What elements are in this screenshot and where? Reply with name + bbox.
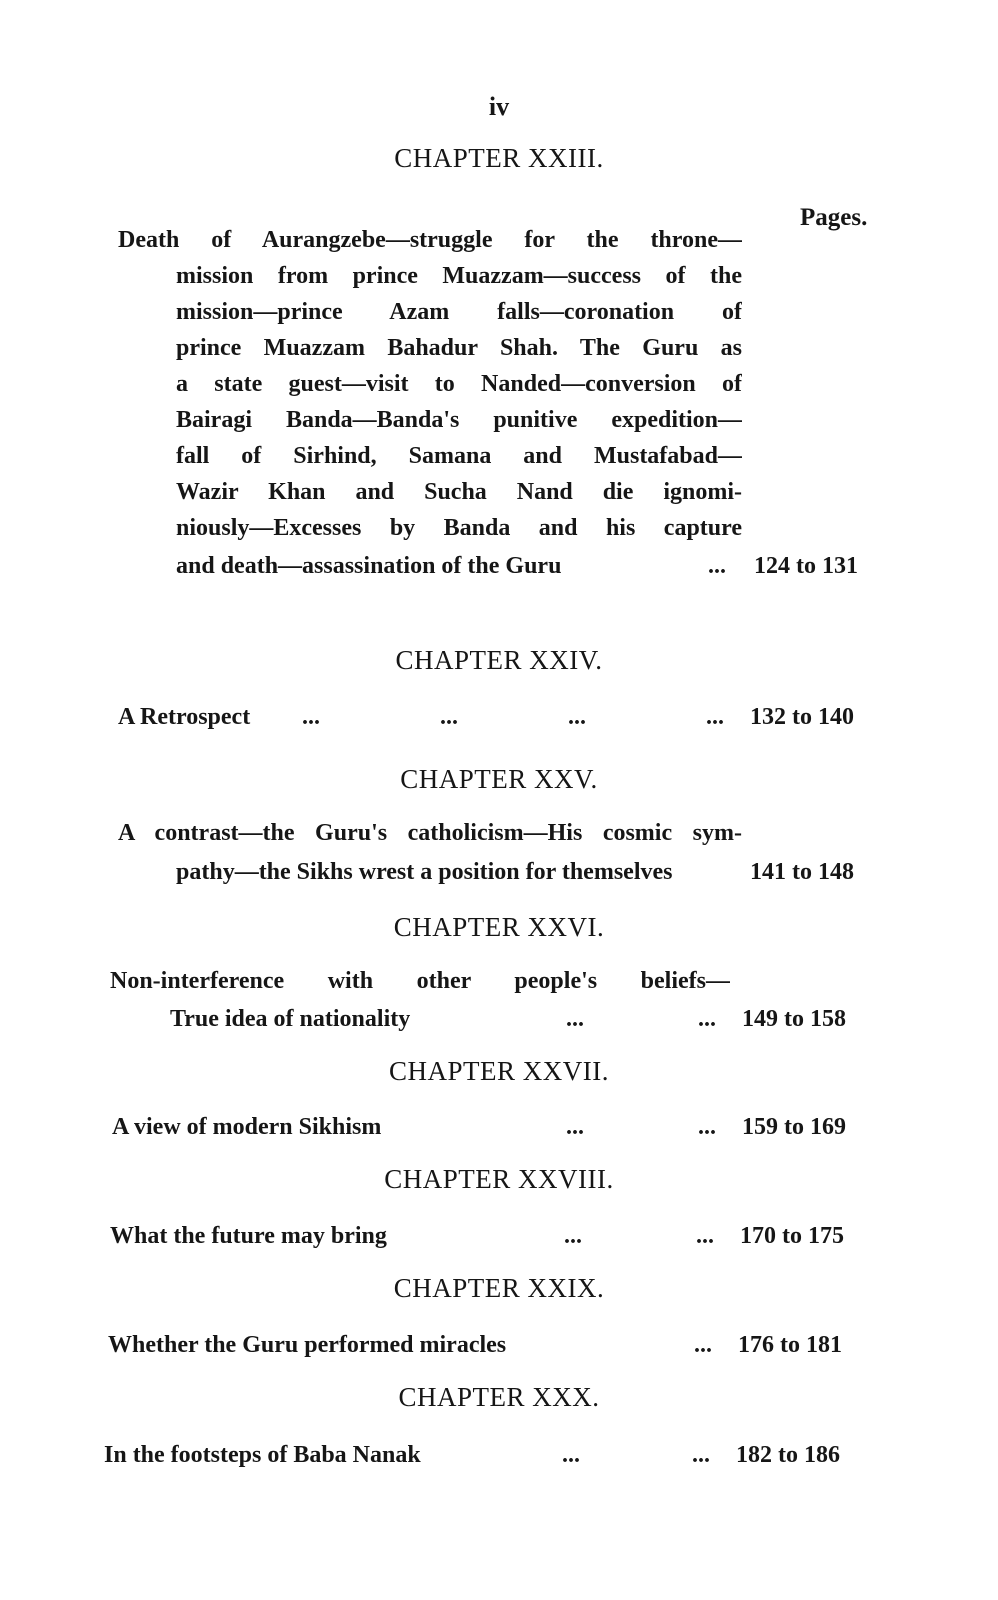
leader-dots: ...	[698, 1114, 716, 1140]
chapter-heading: CHAPTER XXV.	[400, 764, 598, 794]
entry-text-line: fall of Sirhind, Samana and Mustafabad—	[176, 443, 742, 469]
entry-text-line: Whether the Guru performed miracles	[108, 1332, 507, 1358]
chapter-heading: CHAPTER XXIV.	[395, 645, 603, 675]
page-range: 132 to 140	[750, 704, 854, 730]
entry-text-line: A Retrospect	[118, 704, 251, 730]
leader-dots: ...	[696, 1223, 714, 1249]
page-range: 170 to 175	[740, 1223, 844, 1249]
leader-dots: ...	[692, 1442, 710, 1468]
leader-dots: ...	[706, 704, 724, 730]
leader-dots: ...	[698, 1006, 716, 1032]
leader-dots: ...	[568, 704, 586, 730]
entry-text-line: True idea of nationality	[170, 1006, 411, 1032]
leader-dots: ...	[708, 553, 726, 579]
chapter-heading: CHAPTER XXIII.	[394, 143, 604, 173]
entry-text-line: Wazir Khan and Sucha Nand die ignomi-	[176, 479, 742, 505]
entry-text-line: Death of Aurangzebe—struggle for the throne—	[118, 227, 742, 253]
leader-dots: ...	[562, 1442, 580, 1468]
page-range: 124 to 131	[754, 553, 858, 579]
pages-column-label: Pages.	[800, 204, 868, 231]
entry-text-line: Bairagi Banda—Banda's punitive expedition—	[176, 407, 742, 433]
chapter-heading: CHAPTER XXX.	[398, 1382, 600, 1412]
page-range: 182 to 186	[736, 1442, 840, 1468]
entry-text-line: niously—Excesses by Banda and his capture	[176, 515, 742, 541]
entry-text-line: Non-interference with other people's beliefs—	[110, 968, 730, 994]
entry-text-line: What the future may bring	[110, 1223, 387, 1249]
entry-text-line: a state guest—visit to Nanded—conversion of	[176, 371, 742, 397]
entry-text-line: prince Muazzam Bahadur Shah. The Guru as	[176, 335, 742, 361]
entry-text-line: mission—prince Azam falls—coronation of	[176, 299, 742, 325]
leader-dots: ...	[564, 1223, 582, 1249]
entry-text-line: A contrast—the Guru's catholicism—His cosmic sym-	[118, 820, 742, 846]
page-range: 141 to 148	[750, 859, 854, 885]
entry-text-line: In the footsteps of Baba Nanak	[104, 1442, 421, 1468]
chapter-heading: CHAPTER XXVI.	[393, 912, 605, 942]
leader-dots: ...	[440, 704, 458, 730]
entry-text-line: and death—assassination of the Guru	[176, 553, 562, 579]
leader-dots: ...	[566, 1006, 584, 1032]
page-range: 159 to 169	[742, 1114, 846, 1140]
leader-dots: ...	[302, 704, 320, 730]
chapter-heading: CHAPTER XXVIII.	[384, 1164, 614, 1194]
entry-text-line: pathy—the Sikhs wrest a position for themselves	[176, 859, 673, 885]
leader-dots: ...	[694, 1332, 712, 1358]
entry-text-line: A view of modern Sikhism	[112, 1114, 382, 1140]
page-range: 176 to 181	[738, 1332, 842, 1358]
leader-dots: ...	[566, 1114, 584, 1140]
chapter-heading: CHAPTER XXIX.	[393, 1273, 605, 1303]
entry-text-line: mission from prince Muazzam—success of the	[176, 263, 742, 289]
page-number: iv	[488, 92, 510, 121]
chapter-heading: CHAPTER XXVII.	[389, 1056, 609, 1086]
page-range: 149 to 158	[742, 1006, 846, 1032]
